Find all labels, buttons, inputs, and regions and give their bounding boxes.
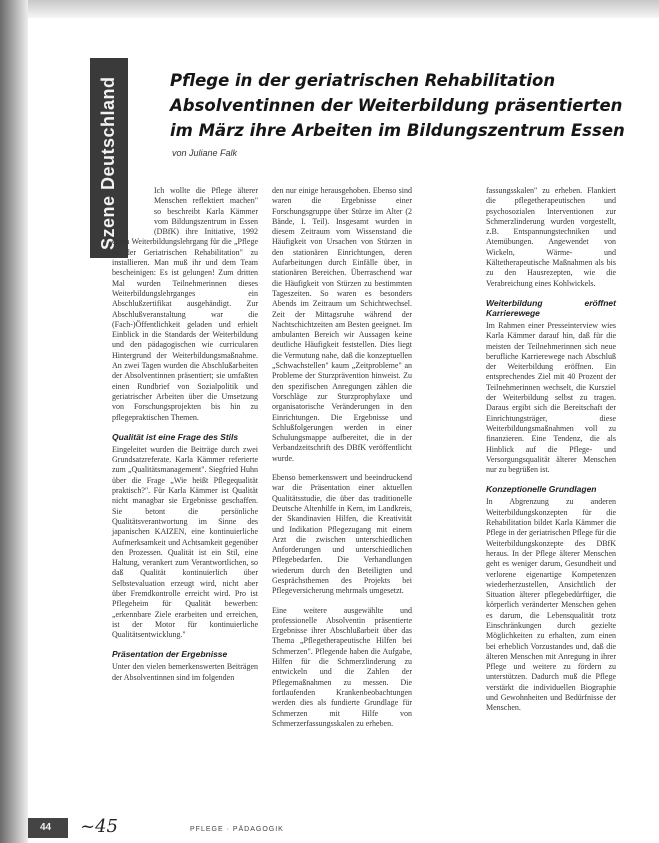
scan-top-shadow: [28, 0, 659, 18]
subheading: Qualität ist eine Frage des Stils: [112, 431, 239, 442]
author-byline: von Juliane Falk: [172, 148, 238, 158]
title-line: im März ihre Arbeiten im Bildungszentrum Essen: [170, 121, 625, 140]
subheading: Weiterbildung eröffnet Karrierewege: [486, 297, 616, 318]
text-column-3: [486, 186, 616, 723]
paragraph: Im Rahmen einer Presseinterview wies Karla Kämmer darauf hin, daß für die meisten der Teilnehmerinnen sich neue berufliche Karrierewege nach Abschluß der Weiterbildung eröffnen. Ein entsprechendes Ziel mit 40 Prozent der Teilnehmerinnen wechselt, die Kursziel der Weiterbildung selbst zu tragen. Daraus ergibt sich die Bereitschaft der Einrichtungsträger, diese Weiterbildungsmaßnahmen voll zu finanzieren. Eine Tendenz, die als Hinblick auf die Pflege- und Versorgungsqualität älterer Menschen nur zu begrüßen ist.: [486, 320, 616, 475]
page-number: 44: [40, 822, 52, 833]
paragraph: In Abgrenzung zu anderen Weiterbildungskonzepten für die Rehabilitation bildet Karla Kämmer die Pflege in der geriatrischen Pflege für die Weiterbildungskonzepte des DBfK heraus. In der Pflege älterer Menschen geht es weniger darum, Gesundheit und verlorene eigenartige Kompetenzen wiederherzustellen, Ansichtlich der Situation älterer pflegebedürftiger, die körperlich veränderter Menschen gehen es darum, die Lebensqualität trotz Einschränkungen durch gezielte Möglichkeiten zu erhalten, zum einen bei erheblich Vorzustandes und, daß die älteren Menschen mit Anregung in ihrer Pflege und weitere zu fördern zu unterstützen. Dadurch muß die Pflege verstärkt die individuellen Biographie und Gewohnheiten und Bedürfnisse der Menschen.: [486, 497, 616, 713]
publication-footer: PFLEGE · PÄDAGOGIK: [190, 826, 284, 833]
subheading: Konzeptionelle Grundlagen: [486, 484, 597, 495]
title-line: Absolventinnen der Weiterbildung präsentierten: [170, 96, 623, 115]
scan-edge-shadow: [0, 0, 28, 843]
paragraph: Eingeleitet wurden die Beiträge durch zwei Grundsatzreferate. Karla Kämmer referierte zum „Qualitätsmanagement". Siegfried Huhn über die Frage „Wie heißt Pflegequalität praktisch?". Für Karla Kämmer ist Qualität nicht managbar sie Ergebnisse geschaffen. Sie betont die persönliche Qualitätsverantwortung im Sinne des japanischen KAIZEN, eine kontinuierliche Aufmerksamkeit und Achtsamkeit gegenüber den Prozessen. Qualität ist ein Stil, eine Haltung, verankert zum Verantwortlichen, so daß Qualität kontinuierlich über Selbstevaluation erzeugt wird, nicht aber über Fremdkontrolle erreicht wird. Pro ist Pflegeheim für Qualität bewerben: „erkennbare Ziele erarbeiten und erreichen, ist der Motor für kontinuierliche Qualitätsentwicklung.": [112, 444, 258, 640]
subheading: Präsentation der Ergebnisse: [112, 649, 228, 660]
text-column-1: [112, 186, 258, 692]
paragraph: Ich wollte die Pflege älterer Menschen reflektiert machen" so beschreibt Karla Kämmer vom Bildungszentrum in Essen (DBfK) ihre Initiative, 1992 einen Weiterbildungslehrgang für die „Pflege in der Geriatrischen Rehabilitation" zu installieren. Man muß ihr und dem Team bescheinigen: Es ist gelungen! Zum dritten Mal wurden Teilnehmerinnen dieses Weiterbildungslehrganges ein Abschlußzertifikat ausgehändigt. Zur Abschlußveranstaltung war die (Fach-)Öffentlichkeit geladen und erhielt Einblick in die Standards der Weiterbildung und den pädagogischen wie curricularen Hintergrund der Weiterbildungsmaßnahme. An zwei Tagen wurden die Abschlußarbeiten der Absolventinnen präsentiert; sie umfaßten einen Rundbrief von Sozialpolitik und geriatrischer Arbeiten über die Umsetzung von Forschungsprojekten bis hin zu pflegepraktischen Themen.: [112, 186, 258, 422]
handwritten-note: ~45: [80, 816, 118, 837]
paragraph: den nur einige herausgehoben. Ebenso sind waren die Ergebnisse einer Forschungsgruppe über Stürze im Alter (2 Bände, I. Teil). Insgesamt wurden in diesem Zeitraum vom Wissenstand die Häufigkeit von Ursachen von Stürzen in den stationären Einrichtungen, deren Aufarbeitungen durch Einfälle über, in stationären Bereichen. Überraschend war die Häufigkeit von Stürzen zu bestimmten Tageszeiten. So waren es besonders Abends im Zeitraum um Schichtwechsel. Zeit der Mittagsruhe während der Nachtschichtzeiten am Besten geeignet. Im ambulanten Bereich wir Aussagen keine deutliche Häufigkeit feststellen. Dies liegt die Vermutung nahe, daß die konzeptuellen „Schwachstellen" kaum „Zeitprobleme" an Probleme der Sturzprävention hinweist. Zu den spezifischen Anregungen zählen die Vorschläge zur Sturzprophylaxe und organisatorische Veränderungen in den Einrichtungen. Die Ergebnisse und Schlußfolgerungen werden in einer Schulungsmappe aufbereitet, die in der Verbandzeitschrift des DBfK veröffentlicht wurde.: [272, 186, 412, 463]
paragraph: Eine weitere ausgewählte und professionelle Absolventin präsentierte Ergebnisse ihrer Abschlußarbeit über das Thema „Pflegetherapeutische Hilfen bei Schmerzen". Pflegende haben die Aufgabe, Hilfen für die Schmerzlinderung zu entwickeln und die Zahlen der Pflegemaßnahmen zu messen. Die fortlaufenden Krankenbeobachtungen werden dies als fundierte Grundlage für Schmerzen mit Hilfe von Schmerzerfassungsskalen zu erheben.: [272, 605, 412, 728]
title-line: Pflege in der geriatrischen Rehabilitation: [170, 71, 556, 90]
paragraph: Unter den vielen bemerkenswerten Beiträgen der Absolventinnen sind im folgenden: [112, 662, 258, 682]
dropcap-space: [112, 186, 150, 234]
article-title: [170, 68, 625, 143]
paragraph: fassungsskalen" zu erheben. Flankiert die pflegetherapeutischen und psychosozialen Interventionen zur Schmerzlinderung wurden vorgestellt, z.B. Entspannungstechniken und Atemübungen. Angewendet von Wickeln, Wärme- und Kältetherapeutische Maßnahmen als bis zu den Hausrezepten, wie die Verabreichung eines Kohlwickels.: [486, 186, 616, 288]
section-label: Szene Deutschland: [98, 76, 118, 250]
text-column-2: [272, 186, 412, 738]
paragraph: Ebenso bemerkenswert und beeindruckend war die Präsentation einer aktuellen Qualitätsstudie, die über das traditionelle Deutsche Altenhilfe in Kern, im Landkreis, der Skandinavien Hilfen, die Kreativität und Indikation Pflegezugang mit einem Arzt die zwischen unterschiedlichen Anforderungen und unterschiedlichen Pflegebedarfen. Die Verhandlungen wiederum durch den Beteiligten und Gesprächsthemen des Projekts bei Pflegeversicherung mehrmals umgesetzt.: [272, 473, 412, 596]
